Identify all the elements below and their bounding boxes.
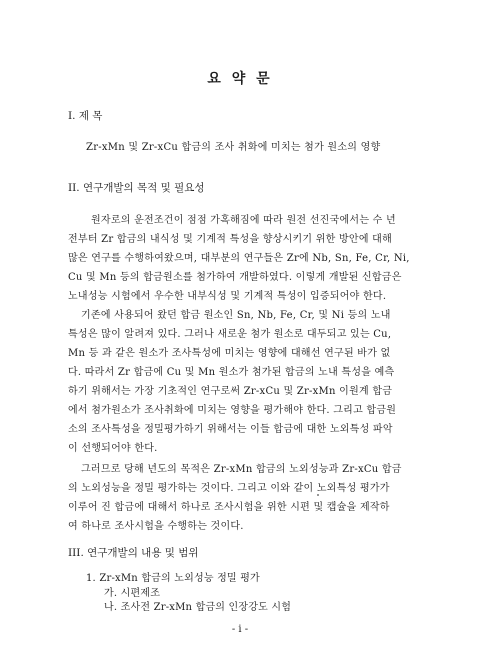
- page-title: 요 약 문: [207, 71, 273, 87]
- sub-item-a: 가. 시편제조: [104, 588, 161, 599]
- section-1-heading: I. 제 목: [68, 110, 103, 122]
- body-line: 기존에 사용되어 왔던 합금 원소인 Sn, Nb, Fe, Cr, 및 Ni 등의 노내: [81, 310, 391, 321]
- scan-speck: [317, 494, 319, 496]
- body-line: 그러므로 당해 년도의 목적은 Zr-xMn 합금의 노외성능과 Zr-xCu 합금: [81, 464, 402, 475]
- body-line: 하기 위해서는 가장 기초적인 연구로써 Zr-xCu 및 Zr-xMn 이원계 합금: [68, 386, 393, 397]
- body-line: 전부터 Zr 합금의 내식성 및 기계적 특성을 향상시키기 위한 방안에 대해: [68, 234, 392, 245]
- body-line: Cu 및 Mn 등의 합금원소를 첨가하여 개발하였다. 이렇게 개발된 신합금은: [68, 272, 402, 283]
- sub-item-b: 나. 조사전 Zr-xMn 합금의 인장강도 시험: [104, 602, 292, 613]
- body-line: 원자로의 운전조건이 점점 가혹해짐에 따라 원전 선진국에서는 수 년: [91, 215, 396, 226]
- body-line: Mn 등 과 같은 원소가 조사특성에 미치는 영향에 대해선 연구된 바가 없: [68, 348, 391, 359]
- report-subject: Zr-xMn 및 Zr-xCu 합금의 조사 취화에 미치는 첨가 원소의 영향: [86, 142, 381, 153]
- body-line: 의 노외성능을 정밀 평가하는 것이다. 그리고 이와 같이 노외특성 평가가: [68, 483, 390, 494]
- body-line: 여 하나로 조사시험을 수행하는 것이다.: [68, 521, 244, 532]
- body-line: 이 선행되어야 한다.: [68, 443, 158, 454]
- section-2-heading: II. 연구개발의 목적 및 필요성: [68, 182, 205, 194]
- body-line: 많은 연구를 수행하여왔으며, 대부분의 연구들은 Zr에 Nb, Sn, Fe, Cr, Ni,: [68, 253, 410, 264]
- body-line: 노내성능 시험에서 우수한 내부식성 및 기계적 특성이 입증되어야 한다.: [68, 291, 387, 302]
- section-3-heading: III. 연구개발의 내용 및 범위: [68, 547, 199, 559]
- body-line: 에서 첨가원소가 조사취화에 미치는 영향을 평가해야 한다. 그리고 합금원: [68, 405, 397, 416]
- body-line: 특성은 많이 알려져 있다. 그러나 새로운 첨가 원소로 대두되고 있는 Cu,: [68, 329, 392, 340]
- body-line: 다. 따라서 Zr 합금에 Cu 및 Mn 원소가 첨가된 합금의 노내 특성을 예측: [68, 367, 395, 378]
- body-line: 소의 조사특성을 정밀평가하기 위해서는 이들 합금에 대한 노외특성 파악: [68, 424, 393, 435]
- page-number: - i -: [231, 624, 249, 635]
- body-line: 이루어 진 합금에 대해서 하나로 조사시험을 위한 시편 및 캡슐을 제작하: [68, 502, 390, 513]
- item-1: 1. Zr-xMn 합금의 노외성능 정밀 평가: [86, 573, 260, 584]
